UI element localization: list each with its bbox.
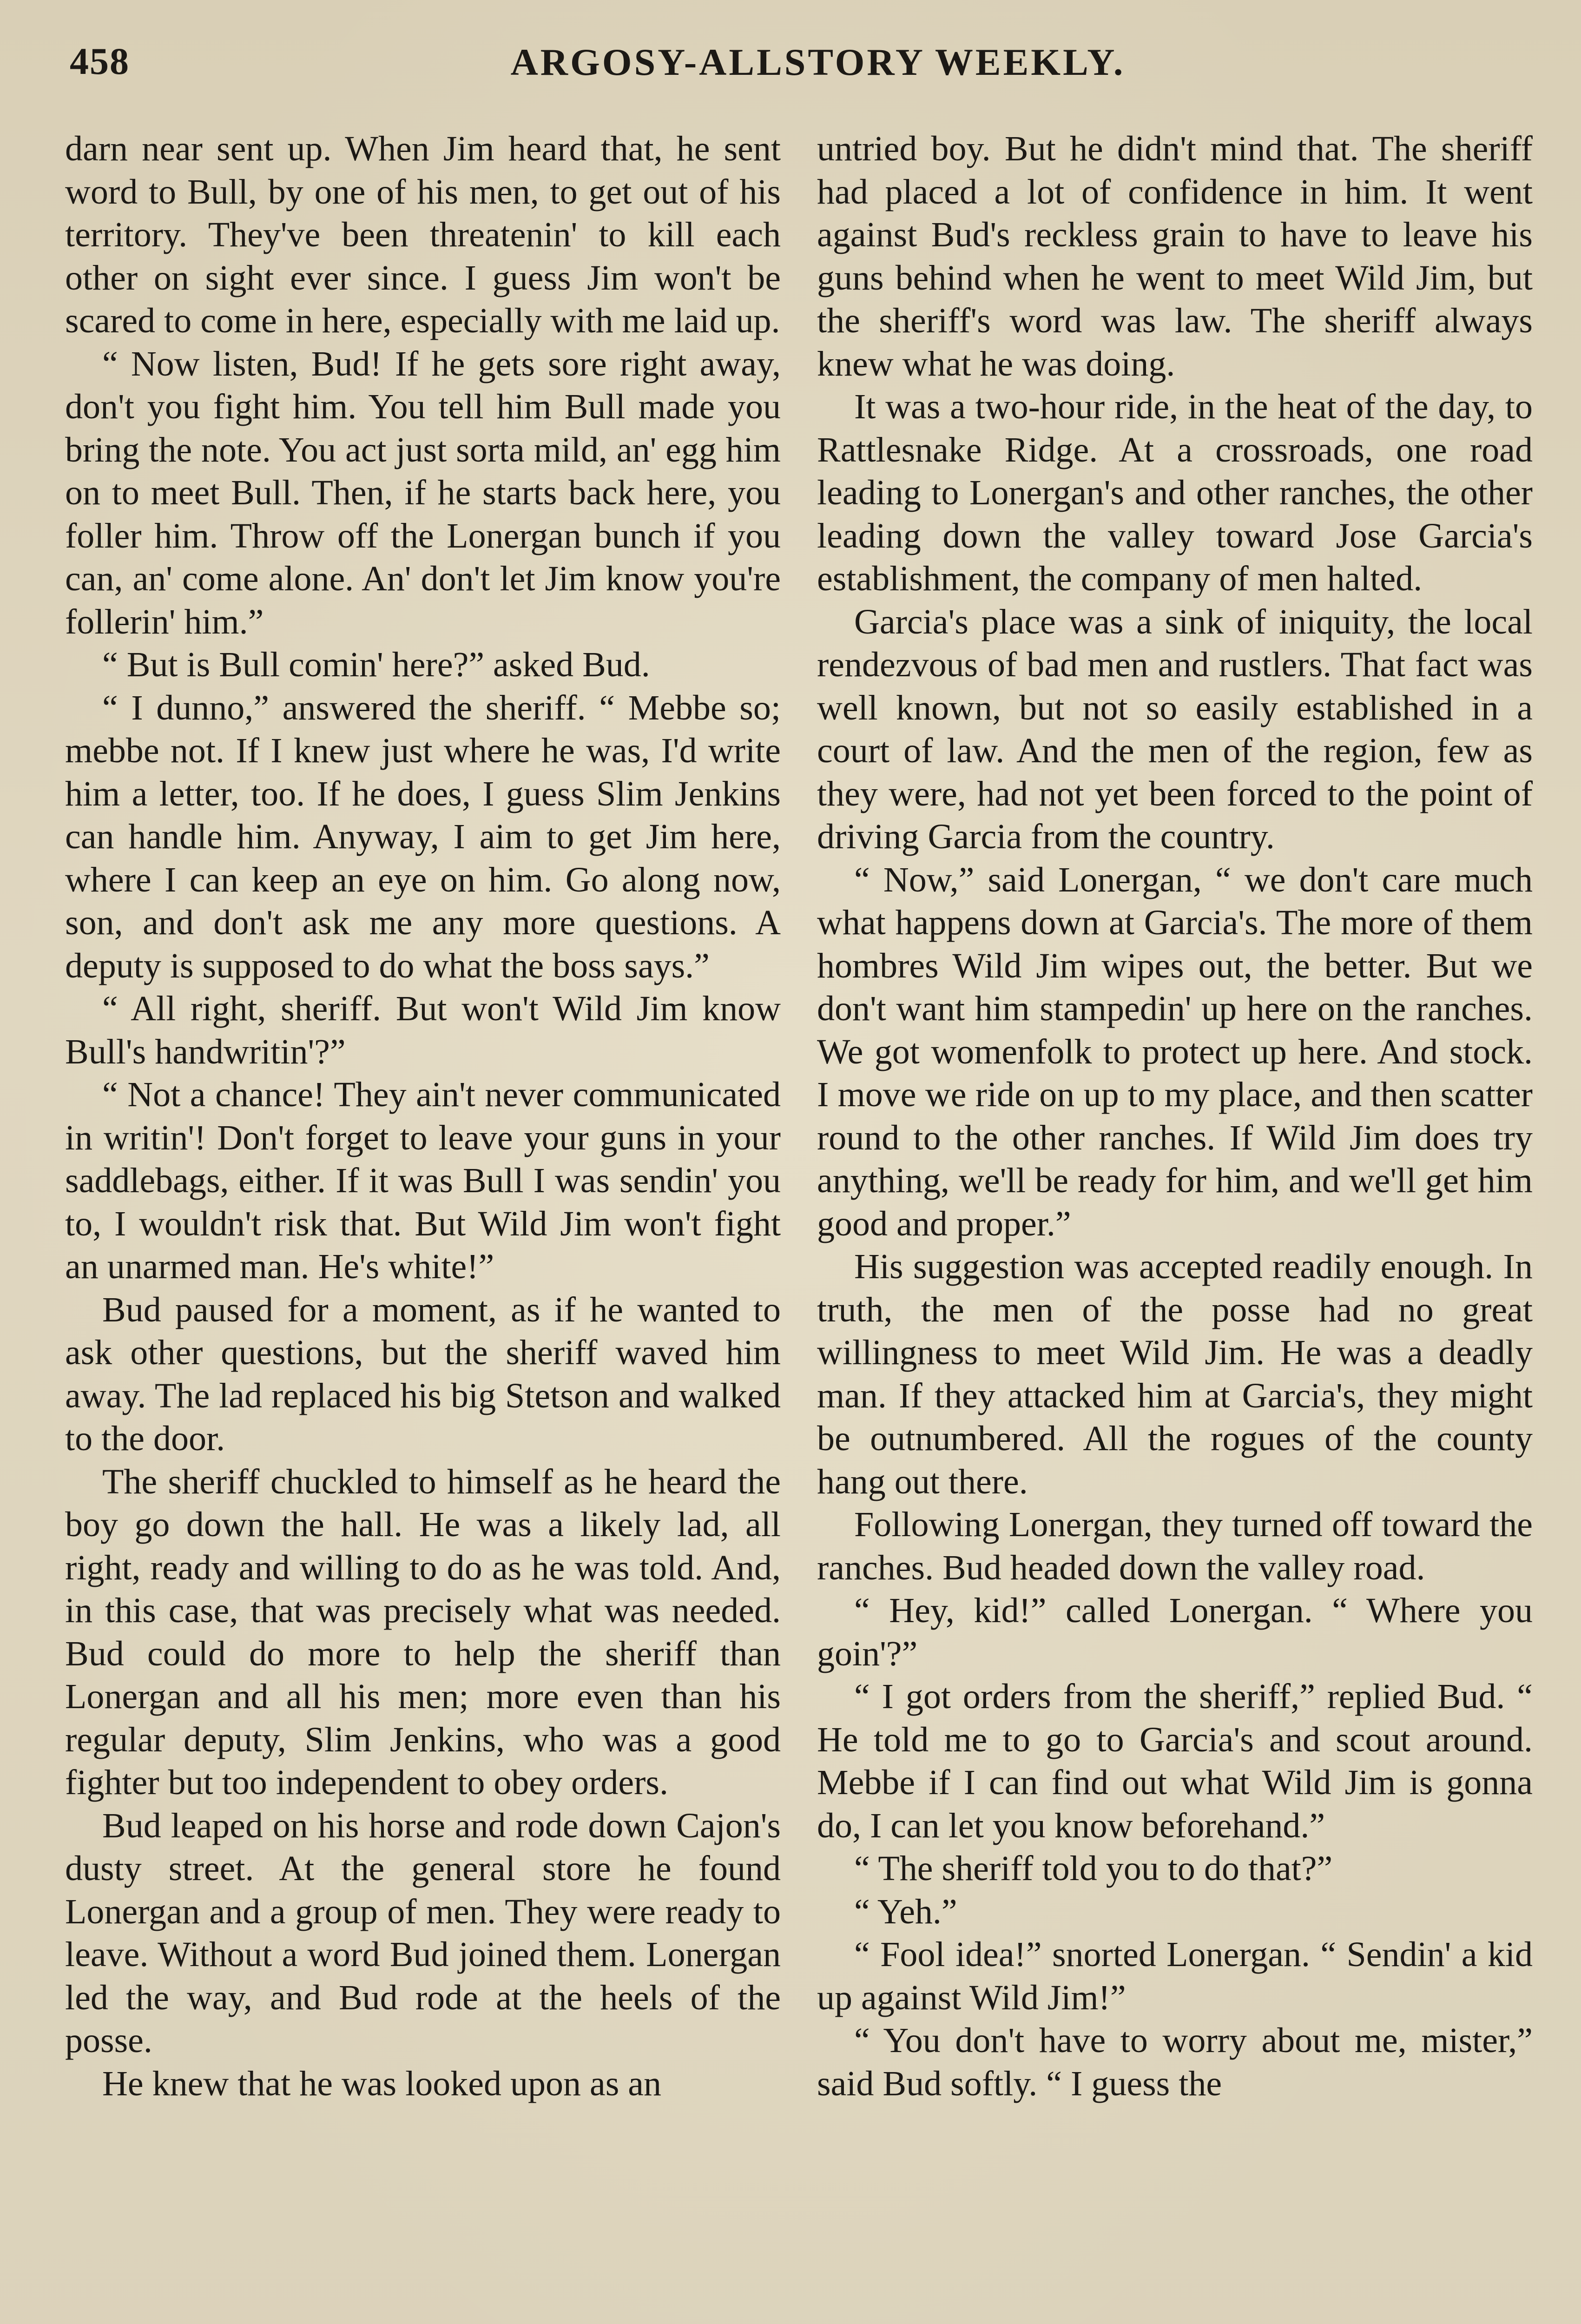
- paragraph: It was a two-hour ride, in the heat of the day, to Rattlesnake Ridge. At a crossroads, one road leading to Lonergan's and other ranches, the other leading down the valley toward Jose Garcia's establishment, the company of men halted.: [817, 387, 1533, 598]
- paragraph: His suggestion was accepted readily enough. In truth, the men of the posse had no great willingness to meet Wild Jim. He was a deadly man. If they attacked him at Garcia's, they might be outnumbered. All the rogues of the county hang out there.: [817, 1247, 1533, 1501]
- magazine-title: ARGOSY-ALLSTORY WEEKLY.: [510, 41, 1126, 83]
- paragraph: “ Yeh.”: [854, 1892, 957, 1931]
- right-column: [817, 127, 1533, 2105]
- paragraph: “ All right, sheriff. But won't Wild Jim know Bull's handwritin'?”: [65, 989, 781, 1071]
- paragraph: “ Now,” said Lonergan, “ we don't care much what happens down at Garcia's. The more of them hombres Wild Jim wipes out, the better. But we don't want him stampedin' up here on the ranches. We got womenfolk to protect up here. And stock. I move we ride on up to my place, and then scatter round to the other ranches. If Wild Jim does try anything, we'll be ready for him, and we'll get him good and proper.”: [817, 860, 1533, 1243]
- paragraph: “ Not a chance! They ain't never communicated in writin'! Don't forget to leave your guns in your saddlebags, either. If it was Bull I was sendin' you to, I wouldn't risk that. But Wild Jim won't fight an unarmed man. He's white!”: [65, 1075, 781, 1286]
- paragraph: Garcia's place was a sink of iniquity, the local rendezvous of bad men and rustlers. That fact was well known, but not so easily established in a court of law. And the men of the region, few as they were, had not yet been forced to the point of driving Garcia from the country.: [817, 602, 1533, 856]
- paragraph: He knew that he was looked upon as an: [102, 2064, 662, 2103]
- paragraph: “ Now listen, Bud! If he gets sore right away, don't you fight him. You tell him Bull made you bring the note. You act just sorta mild, an' egg him on to meet Bull. Then, if he starts back here, you foller him. Throw off the Lonergan bunch if you can, an' come alone. An' don't let Jim know you're follerin' him.”: [65, 344, 781, 641]
- page-number: 458: [70, 40, 130, 82]
- paragraph: “ Hey, kid!” called Lonergan. “ Where you goin'?”: [817, 1591, 1533, 1673]
- paragraph: Following Lonergan, they turned off toward the ranches. Bud headed down the valley road.: [817, 1505, 1533, 1587]
- left-column: [65, 127, 781, 2105]
- paragraph: The sheriff chuckled to himself as he heard the boy go down the hall. He was a likely lad, all right, ready and willing to do as he was told. And, in this case, that was precisely what was needed. Bud could do more to help the sheriff than Lonergan and all his men; more even than his regular deputy, Slim Jenkins, who was a good fighter but too independent to obey orders.: [65, 1462, 781, 1802]
- paragraph: “ You don't have to worry about me, mister,” said Bud softly. “ I guess the: [817, 2021, 1533, 2103]
- paragraph: darn near sent up. When Jim heard that, he sent word to Bull, by one of his men, to get out of his territory. They've been threatenin' to kill each other on sight ever since. I guess Jim won't be scared to come in here, especially with me laid up.: [65, 129, 781, 340]
- paragraph: “ Fool idea!” snorted Lonergan. “ Sendin' a kid up against Wild Jim!”: [817, 1935, 1533, 2017]
- running-head: [70, 40, 1524, 100]
- paragraph: Bud paused for a moment, as if he wanted to ask other questions, but the sheriff waved him away. The lad replaced his big Stetson and walked to the door.: [65, 1290, 781, 1458]
- paragraph: “ I dunno,” answered the sheriff. “ Mebbe so; mebbe not. If I knew just where he was, I'd write him a letter, too. If he does, I guess Slim Jenkins can handle him. Anyway, I aim to get Jim here, where I can keep an eye on him. Go along now, son, and don't ask me any more questions. A deputy is supposed to do what the boss says.”: [65, 688, 781, 985]
- paragraph: untried boy. But he didn't mind that. The sheriff had placed a lot of confidence in him. It went against Bud's reckless grain to have to leave his guns behind when he went to meet Wild Jim, but the sheriff's word was law. The sheriff always knew what he was doing.: [817, 129, 1533, 383]
- paragraph: “ But is Bull comin' here?” asked Bud.: [102, 645, 650, 684]
- paragraph: “ The sheriff told you to do that?”: [854, 1849, 1333, 1888]
- paragraph: “ I got orders from the sheriff,” replied Bud. “ He told me to go to Garcia's and scout around. Mebbe if I can find out what Wild Jim is gonna do, I can let you know beforehand.”: [817, 1677, 1533, 1845]
- paragraph: Bud leaped on his horse and rode down Cajon's dusty street. At the general store he found Lonergan and a group of men. They were ready to leave. Without a word Bud joined them. Lonergan led the way, and Bud rode at the heels of the posse.: [65, 1806, 781, 2060]
